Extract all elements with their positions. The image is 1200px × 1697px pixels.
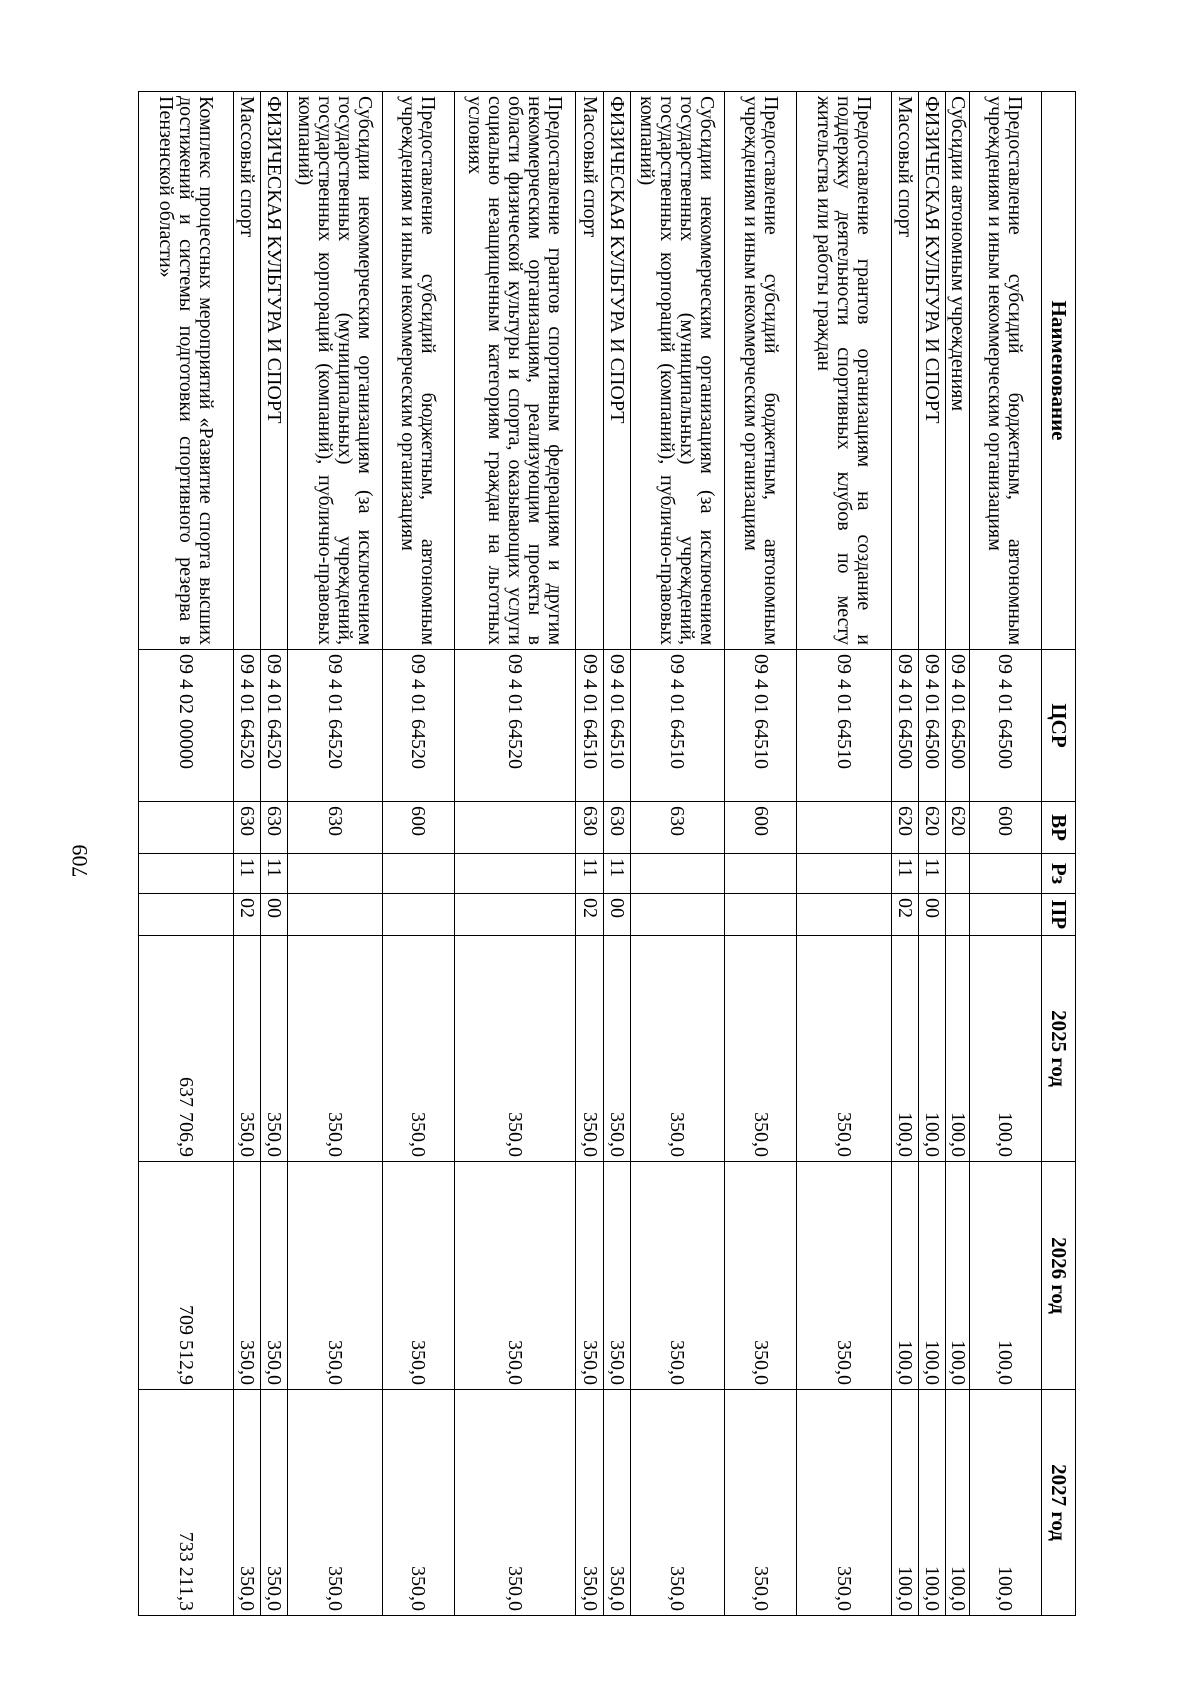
cell-rz bbox=[946, 854, 970, 894]
cell-vr: 600 bbox=[382, 802, 454, 854]
cell-2025: 350,0 bbox=[260, 936, 287, 1162]
header-rz: Рз bbox=[1042, 854, 1076, 894]
cell-2027: 350,0 bbox=[260, 1390, 287, 1616]
cell-vr: 630 bbox=[576, 802, 603, 854]
cell-2025: 350,0 bbox=[454, 936, 576, 1162]
cell-pr: 00 bbox=[919, 894, 946, 936]
cell-2025: 100,0 bbox=[892, 936, 919, 1162]
cell-pr bbox=[797, 894, 892, 936]
cell-pr bbox=[139, 894, 234, 936]
cell-vr: 630 bbox=[287, 802, 382, 854]
table-row bbox=[454, 92, 576, 1616]
table-row bbox=[725, 92, 797, 1616]
cell-csr: 09 4 01 64520 bbox=[382, 650, 454, 802]
cell-pr bbox=[725, 894, 797, 936]
cell-vr: 600 bbox=[969, 802, 1041, 854]
cell-2026: 350,0 bbox=[382, 1162, 454, 1390]
cell-2026: 100,0 bbox=[919, 1162, 946, 1390]
cell-pr: 02 bbox=[576, 894, 603, 936]
cell-name: Комплекс процессных мероприятий «Развитие спорта высших достижений и системы подготовки спортивного резерва в Пензенской области» bbox=[139, 92, 234, 650]
cell-pr: 00 bbox=[603, 894, 630, 936]
cell-vr bbox=[797, 802, 892, 854]
header-csr: ЦСР bbox=[1042, 650, 1076, 802]
cell-2025: 637 706,9 bbox=[139, 936, 234, 1162]
cell-name: ФИЗИЧЕСКАЯ КУЛЬТУРА И СПОРТ bbox=[919, 92, 946, 650]
cell-rz bbox=[139, 854, 234, 894]
cell-pr: 02 bbox=[892, 894, 919, 936]
table-row bbox=[139, 92, 234, 1616]
table-row bbox=[287, 92, 382, 1616]
cell-vr: 600 bbox=[725, 802, 797, 854]
table-row bbox=[260, 92, 287, 1616]
cell-name: Предоставление субсидий бюджетным, автономным учреждениям и иным некоммерческим организациям bbox=[725, 92, 797, 650]
cell-2027: 733 211,3 bbox=[139, 1390, 234, 1616]
table-row bbox=[946, 92, 970, 1616]
cell-rz: 11 bbox=[919, 854, 946, 894]
cell-2027: 350,0 bbox=[287, 1390, 382, 1616]
cell-pr: 02 bbox=[233, 894, 260, 936]
table-row bbox=[382, 92, 454, 1616]
cell-name: Предоставление грантов спортивным федерациям и другим некоммерческим организациям, реализующим проекты в области физической культуры и спорта, оказывающих услуги социально незащищенным категориям граждан на льготных условиях bbox=[454, 92, 576, 650]
table-row bbox=[233, 92, 260, 1616]
cell-vr: 630 bbox=[260, 802, 287, 854]
cell-2026: 350,0 bbox=[797, 1162, 892, 1390]
cell-name: Субсидии некоммерческим организациям (за исключением государственных (муниципальных) учреждений, государственных корпораций (компаний), публично-правовых компаний) bbox=[630, 92, 725, 650]
cell-pr bbox=[969, 894, 1041, 936]
header-2025: 2025 год bbox=[1042, 936, 1076, 1162]
page-number: 709 bbox=[67, 844, 92, 878]
header-name: Наименование bbox=[1042, 92, 1076, 650]
cell-vr: 630 bbox=[233, 802, 260, 854]
cell-2025: 350,0 bbox=[630, 936, 725, 1162]
cell-2026: 350,0 bbox=[603, 1162, 630, 1390]
table-row bbox=[576, 92, 603, 1616]
cell-2025: 100,0 bbox=[919, 936, 946, 1162]
header-vr: ВР bbox=[1042, 802, 1076, 854]
cell-2025: 350,0 bbox=[287, 936, 382, 1162]
budget-table bbox=[138, 91, 1076, 1616]
table-row bbox=[603, 92, 630, 1616]
cell-2027: 350,0 bbox=[382, 1390, 454, 1616]
cell-pr: 00 bbox=[260, 894, 287, 936]
cell-2025: 350,0 bbox=[725, 936, 797, 1162]
cell-2026: 350,0 bbox=[454, 1162, 576, 1390]
table-row bbox=[630, 92, 725, 1616]
table-row bbox=[797, 92, 892, 1616]
cell-2026: 350,0 bbox=[630, 1162, 725, 1390]
cell-csr: 09 4 01 64510 bbox=[725, 650, 797, 802]
cell-vr: 620 bbox=[946, 802, 970, 854]
cell-name: Массовый спорт bbox=[233, 92, 260, 650]
cell-pr bbox=[946, 894, 970, 936]
cell-2027: 350,0 bbox=[725, 1390, 797, 1616]
cell-2026: 350,0 bbox=[260, 1162, 287, 1390]
cell-csr: 09 4 02 00000 bbox=[139, 650, 234, 802]
cell-2027: 350,0 bbox=[603, 1390, 630, 1616]
cell-pr bbox=[630, 894, 725, 936]
cell-2026: 100,0 bbox=[946, 1162, 970, 1390]
table-row bbox=[892, 92, 919, 1616]
header-pr: ПР bbox=[1042, 894, 1076, 936]
cell-rz bbox=[797, 854, 892, 894]
cell-csr: 09 4 01 64510 bbox=[603, 650, 630, 802]
cell-2025: 350,0 bbox=[797, 936, 892, 1162]
cell-csr: 09 4 01 64520 bbox=[287, 650, 382, 802]
cell-2027: 350,0 bbox=[630, 1390, 725, 1616]
cell-2026: 350,0 bbox=[287, 1162, 382, 1390]
cell-pr bbox=[454, 894, 576, 936]
cell-name: Предоставление грантов организациям на создание и поддержку деятельности спортивных клубов по месту жительства или работы граждан bbox=[797, 92, 892, 650]
cell-2025: 350,0 bbox=[382, 936, 454, 1162]
cell-2025: 100,0 bbox=[946, 936, 970, 1162]
cell-vr: 620 bbox=[892, 802, 919, 854]
cell-2027: 100,0 bbox=[969, 1390, 1041, 1616]
cell-name: ФИЗИЧЕСКАЯ КУЛЬТУРА И СПОРТ bbox=[260, 92, 287, 650]
cell-rz: 11 bbox=[260, 854, 287, 894]
cell-csr: 09 4 01 64510 bbox=[576, 650, 603, 802]
table-row bbox=[919, 92, 946, 1616]
cell-name: Субсидии некоммерческим организациям (за исключением государственных (муниципальных) учреждений, государственных корпораций (компаний), публично-правовых компаний) bbox=[287, 92, 382, 650]
cell-vr: 630 bbox=[603, 802, 630, 854]
cell-2027: 350,0 bbox=[576, 1390, 603, 1616]
cell-csr: 09 4 01 64500 bbox=[946, 650, 970, 802]
cell-csr: 09 4 01 64500 bbox=[892, 650, 919, 802]
cell-vr bbox=[139, 802, 234, 854]
cell-2026: 100,0 bbox=[969, 1162, 1041, 1390]
rotated-table-wrapper bbox=[138, 91, 1076, 1615]
cell-rz bbox=[382, 854, 454, 894]
cell-csr: 09 4 01 64500 bbox=[919, 650, 946, 802]
cell-2026: 350,0 bbox=[576, 1162, 603, 1390]
cell-2027: 350,0 bbox=[797, 1390, 892, 1616]
table-header-row bbox=[1042, 92, 1076, 1616]
header-2027: 2027 год bbox=[1042, 1390, 1076, 1616]
cell-name: ФИЗИЧЕСКАЯ КУЛЬТУРА И СПОРТ bbox=[603, 92, 630, 650]
cell-name: Предоставление субсидий бюджетным, автономным учреждениям и иным некоммерческим организациям bbox=[969, 92, 1041, 650]
cell-rz bbox=[969, 854, 1041, 894]
cell-2027: 350,0 bbox=[233, 1390, 260, 1616]
cell-csr: 09 4 01 64500 bbox=[969, 650, 1041, 802]
cell-2025: 100,0 bbox=[969, 936, 1041, 1162]
cell-rz bbox=[725, 854, 797, 894]
cell-csr: 09 4 01 64520 bbox=[260, 650, 287, 802]
cell-csr: 09 4 01 64510 bbox=[797, 650, 892, 802]
cell-csr: 09 4 01 64510 bbox=[630, 650, 725, 802]
cell-2026: 709 512,9 bbox=[139, 1162, 234, 1390]
cell-rz: 11 bbox=[233, 854, 260, 894]
cell-rz bbox=[454, 854, 576, 894]
cell-rz: 11 bbox=[603, 854, 630, 894]
cell-2027: 350,0 bbox=[454, 1390, 576, 1616]
cell-rz: 11 bbox=[576, 854, 603, 894]
cell-2025: 350,0 bbox=[576, 936, 603, 1162]
cell-vr bbox=[454, 802, 576, 854]
header-2026: 2026 год bbox=[1042, 1162, 1076, 1390]
cell-name: Массовый спорт bbox=[892, 92, 919, 650]
cell-rz bbox=[287, 854, 382, 894]
cell-vr: 620 bbox=[919, 802, 946, 854]
cell-vr: 630 bbox=[630, 802, 725, 854]
cell-pr bbox=[382, 894, 454, 936]
cell-csr: 09 4 01 64520 bbox=[454, 650, 576, 802]
table-row bbox=[969, 92, 1041, 1616]
cell-2026: 100,0 bbox=[892, 1162, 919, 1390]
cell-2026: 350,0 bbox=[725, 1162, 797, 1390]
cell-name: Предоставление субсидий бюджетным, автономным учреждениям и иным некоммерческим организациям bbox=[382, 92, 454, 650]
cell-2025: 350,0 bbox=[233, 936, 260, 1162]
cell-rz bbox=[630, 854, 725, 894]
cell-2027: 100,0 bbox=[919, 1390, 946, 1616]
cell-rz: 11 bbox=[892, 854, 919, 894]
cell-2025: 350,0 bbox=[603, 936, 630, 1162]
cell-2026: 350,0 bbox=[233, 1162, 260, 1390]
cell-name: Массовый спорт bbox=[576, 92, 603, 650]
cell-csr: 09 4 01 64520 bbox=[233, 650, 260, 802]
cell-name: Субсидии автономным учреждениям bbox=[946, 92, 970, 650]
cell-2027: 100,0 bbox=[946, 1390, 970, 1616]
cell-2027: 100,0 bbox=[892, 1390, 919, 1616]
cell-pr bbox=[287, 894, 382, 936]
